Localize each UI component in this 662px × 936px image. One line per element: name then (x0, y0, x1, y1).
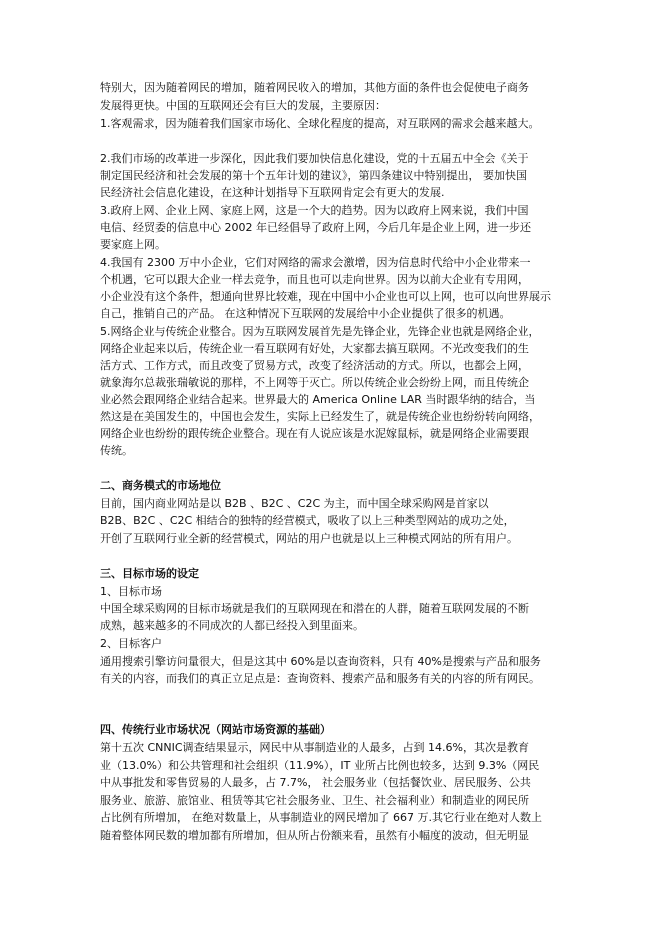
text-line: 开创了互联网行业全新的经营模式，网站的用户也就是以上三种模式网站的所有用户。 (100, 532, 518, 545)
text-line: 4.我国有 2300 万中小企业，它们对网络的需求会激增，因为信息时代给中小企业带来一 (100, 256, 531, 269)
text-line: 活方式、工作方式，而且改变了贸易方式，改变了经济活动的方式。所以，也都会上网， (100, 359, 529, 372)
text-line: 个机遇，它可以跟大企业一样去竞争，而且也可以走向世界。因为以前大企业有专用网， (100, 273, 529, 286)
text-line: 发展得更快。中国的互联网还会有巨大的发展，主要原因： (100, 99, 386, 112)
text-line: 中从事批发和零售贸易的人最多，占 7.7%， 社会服务业（包括餐饮业、居民服务、公共 (100, 776, 531, 789)
text-line: 业（13.0%）和公共管理和社会组织（11.9%），IT 业所占比例也较多，达到 9.3%（网民 (100, 759, 540, 772)
text-line: 特别大，因为随着网民的增加，随着网民收入的增加，其他方面的条件也会促使电子商务 (100, 81, 529, 94)
text-line: 电信、经贸委的信息中心 2002 年已经倡导了政府上网，今后几年是企业上网，进一步还 (100, 221, 531, 234)
text-line: 然这是在美国发生的，中国也会发生，实际上已经发生了，就是传统企业也纷纷转向网络， (100, 410, 540, 423)
text-line: 第十五次 CNNIC调查结果显示，网民中从事制造业的人最多，占到 14.6%，其次是教育 (100, 741, 529, 754)
text-line: 制定国民经济和社会发展的第十个五年计划的建议》，第四条建议中特别提出， 要加快国 (100, 169, 527, 182)
text-line: 占比例有所增加， 在绝对数量上，从事制造业的网民增加了 667 万.其它行业在绝对人数上 (100, 811, 542, 824)
text-line: 要家庭上网。 (100, 238, 166, 251)
text-line: 传统。 (100, 444, 133, 457)
text-line: 随着整体网民数的增加都有所增加，但从所占份额来看，虽然有小幅度的波动，但无明显 (100, 829, 529, 842)
text-line: 有关的内容，而我们的真正立足点是：查询资料、搜索产品和服务有关的内容的所有网民。 (100, 672, 540, 685)
text-line: B2B、B2C 、C2C 相结合的独特的经营模式，吸收了以上三种类型网站的成功之处， (100, 514, 515, 527)
text-line: 业必然会跟网络企业结合起来。世界最大的 America Online LAR 当时跟华纳的结合，当 (100, 393, 536, 406)
text-line: 中国全球采购网的目标市场就是我们的互联网现在和潜在的人群，随着互联网发展的不断 (100, 602, 529, 615)
text-line: 2.我们市场的改革进一步深化，因此我们要加快信息化建设，党的十五届五中全会《关于 (100, 152, 529, 165)
section-heading: 三、目标市场的设定 (100, 567, 199, 580)
text-line: 服务业、旅游、旅馆业、租赁等其它社会服务业、卫生、社会福利业）和制造业的网民所 (100, 794, 529, 807)
text-line: 目前，国内商业网站是以 B2B 、B2C 、C2C 为主，而中国全球采购网是首家以 (100, 497, 489, 510)
text-line: 网络企业起来以后，传统企业一看互联网有好处，大家都去搞互联网。不光改变我们的生 (100, 342, 529, 355)
text-line: 成熟，越来越多的不同成次的人都已经投入到里面来。 (100, 619, 364, 632)
section-heading: 四、传统行业市场状况（网站市场资源的基础） (100, 723, 331, 736)
text-line: 通用搜索引擎访问量很大，但是这其中 60%是以查询资料，只有 40%是搜索与产品和服务 (100, 655, 541, 668)
text-line: 3.政府上网、企业上网、家庭上网，这是一个大的趋势。因为以政府上网来说，我们中国 (100, 204, 529, 217)
subheading: 1、目标市场 (100, 585, 162, 598)
text-line: 就象海尔总裁张瑞敏说的那样，不上网等于灭亡。所以传统企业会纷纷上网，而且传统企 (100, 376, 529, 389)
text-line: 5.网络企业与传统企业整合。因为互联网发展首先是先锋企业，先锋企业也就是网络企业， (100, 325, 540, 338)
text-line: 自己，推销自己的产品。 在这种情况下互联网的发展给中小企业提供了很多的机遇。 (100, 307, 511, 320)
subheading: 2、目标客户 (100, 637, 162, 650)
text-line: 小企业没有这个条件，想通向世界比较难，现在中国中小企业也可以上网，也可以向世界展示 (100, 290, 551, 303)
text-line: 1.客观需求，因为随着我们国家市场化、全球化程度的提高，对互联网的需求会越来越大。 (100, 117, 540, 130)
text-line: 网络企业也纷纷的跟传统企业整合。现在有人说应该是水泥嫁鼠标，就是网络企业需要跟 (100, 427, 529, 440)
section-heading: 二、商务模式的市场地位 (100, 479, 221, 492)
text-line: 民经济社会信息化建设，在这种计划指导下互联网肯定会有更大的发展. (100, 186, 445, 199)
